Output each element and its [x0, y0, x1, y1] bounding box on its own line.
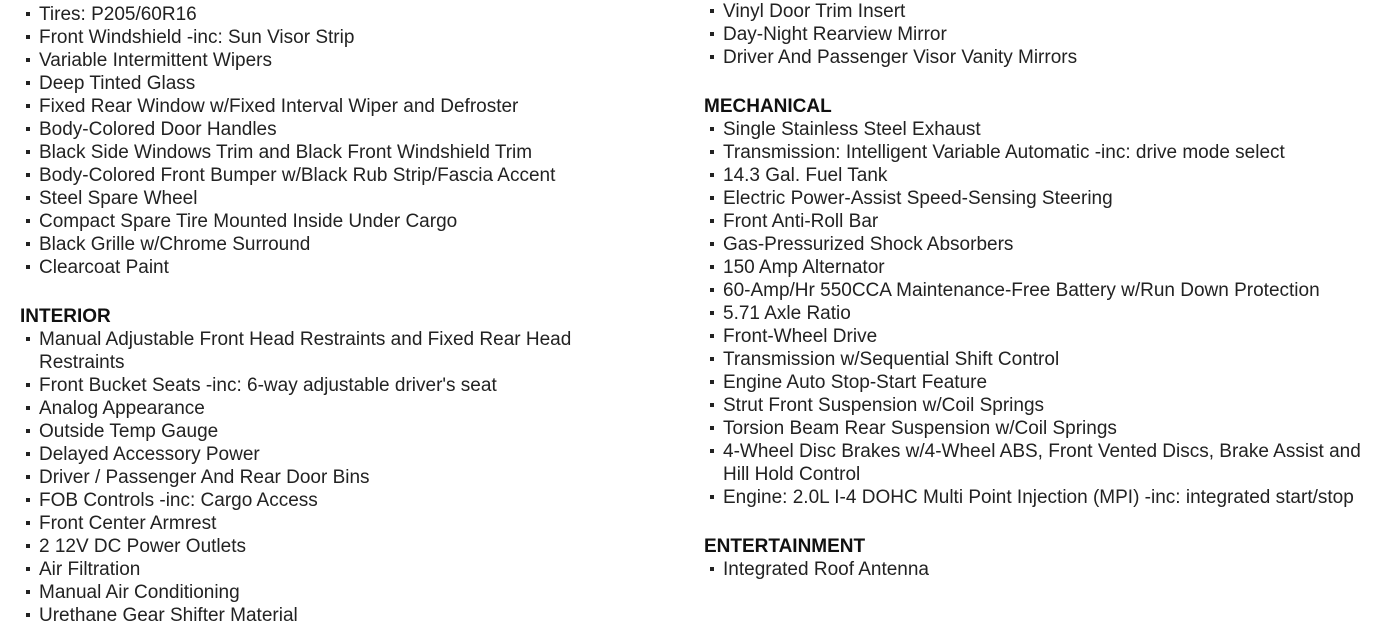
list-item: Body-Colored Door Handles	[20, 118, 660, 141]
list-item: Front Center Armrest	[20, 512, 660, 535]
list-item: Manual Adjustable Front Head Restraints and Fixed Rear Head Restraints	[20, 328, 660, 374]
list-item: Front-Wheel Drive	[704, 325, 1374, 348]
list-item: 150 Amp Alternator	[704, 256, 1374, 279]
mechanical-list	[704, 118, 1374, 509]
list-item: Tires: P205/60R16	[20, 3, 660, 26]
interior-continued-list	[704, 0, 1374, 69]
list-item: Driver And Passenger Visor Vanity Mirrors	[704, 46, 1374, 69]
list-item: Delayed Accessory Power	[20, 443, 660, 466]
list-item: Body-Colored Front Bumper w/Black Rub Strip/Fascia Accent	[20, 164, 660, 187]
list-item: Manual Air Conditioning	[20, 581, 660, 604]
list-item: Variable Intermittent Wipers	[20, 49, 660, 72]
list-item: Strut Front Suspension w/Coil Springs	[704, 394, 1374, 417]
list-item: Day-Night Rearview Mirror	[704, 23, 1374, 46]
list-item: Engine Auto Stop-Start Feature	[704, 371, 1374, 394]
mechanical-heading: MECHANICAL	[704, 96, 832, 117]
list-item: Front Anti-Roll Bar	[704, 210, 1374, 233]
list-item: Transmission: Intelligent Variable Automatic -inc: drive mode select	[704, 141, 1374, 164]
list-item: Deep Tinted Glass	[20, 72, 660, 95]
list-item: Torsion Beam Rear Suspension w/Coil Springs	[704, 417, 1374, 440]
exterior-list	[20, 3, 660, 279]
right-column	[704, 0, 1374, 581]
list-item: 4-Wheel Disc Brakes w/4-Wheel ABS, Front Vented Discs, Brake Assist and Hill Hold Control	[704, 440, 1374, 486]
list-item: Black Side Windows Trim and Black Front Windshield Trim	[20, 141, 660, 164]
list-item: Black Grille w/Chrome Surround	[20, 233, 660, 256]
list-item: Fixed Rear Window w/Fixed Interval Wiper and Defroster	[20, 95, 660, 118]
list-item: Driver / Passenger And Rear Door Bins	[20, 466, 660, 489]
list-item: Transmission w/Sequential Shift Control	[704, 348, 1374, 371]
list-item: Clearcoat Paint	[20, 256, 660, 279]
list-item: Engine: 2.0L I-4 DOHC Multi Point Injection (MPI) -inc: integrated start/stop	[704, 486, 1374, 509]
entertainment-list	[704, 558, 1374, 581]
list-item: 14.3 Gal. Fuel Tank	[704, 164, 1374, 187]
list-item: FOB Controls -inc: Cargo Access	[20, 489, 660, 512]
list-item: Analog Appearance	[20, 397, 660, 420]
list-item: Vinyl Door Trim Insert	[704, 0, 1374, 23]
list-item: 2 12V DC Power Outlets	[20, 535, 660, 558]
list-item: Air Filtration	[20, 558, 660, 581]
interior-list	[20, 328, 660, 627]
list-item: Outside Temp Gauge	[20, 420, 660, 443]
list-item: Steel Spare Wheel	[20, 187, 660, 210]
list-item: Front Bucket Seats -inc: 6-way adjustable driver's seat	[20, 374, 660, 397]
list-item: Front Windshield -inc: Sun Visor Strip	[20, 26, 660, 49]
list-item: Electric Power-Assist Speed-Sensing Steering	[704, 187, 1374, 210]
list-item: Urethane Gear Shifter Material	[20, 604, 660, 627]
list-item: 60-Amp/Hr 550CCA Maintenance-Free Battery w/Run Down Protection	[704, 279, 1374, 302]
list-item: Compact Spare Tire Mounted Inside Under Cargo	[20, 210, 660, 233]
list-item: Single Stainless Steel Exhaust	[704, 118, 1374, 141]
interior-heading: INTERIOR	[20, 306, 111, 327]
list-item: Integrated Roof Antenna	[704, 558, 1374, 581]
list-item: 5.71 Axle Ratio	[704, 302, 1374, 325]
list-item: Gas-Pressurized Shock Absorbers	[704, 233, 1374, 256]
entertainment-heading: ENTERTAINMENT	[704, 536, 866, 557]
left-column	[20, 3, 660, 627]
